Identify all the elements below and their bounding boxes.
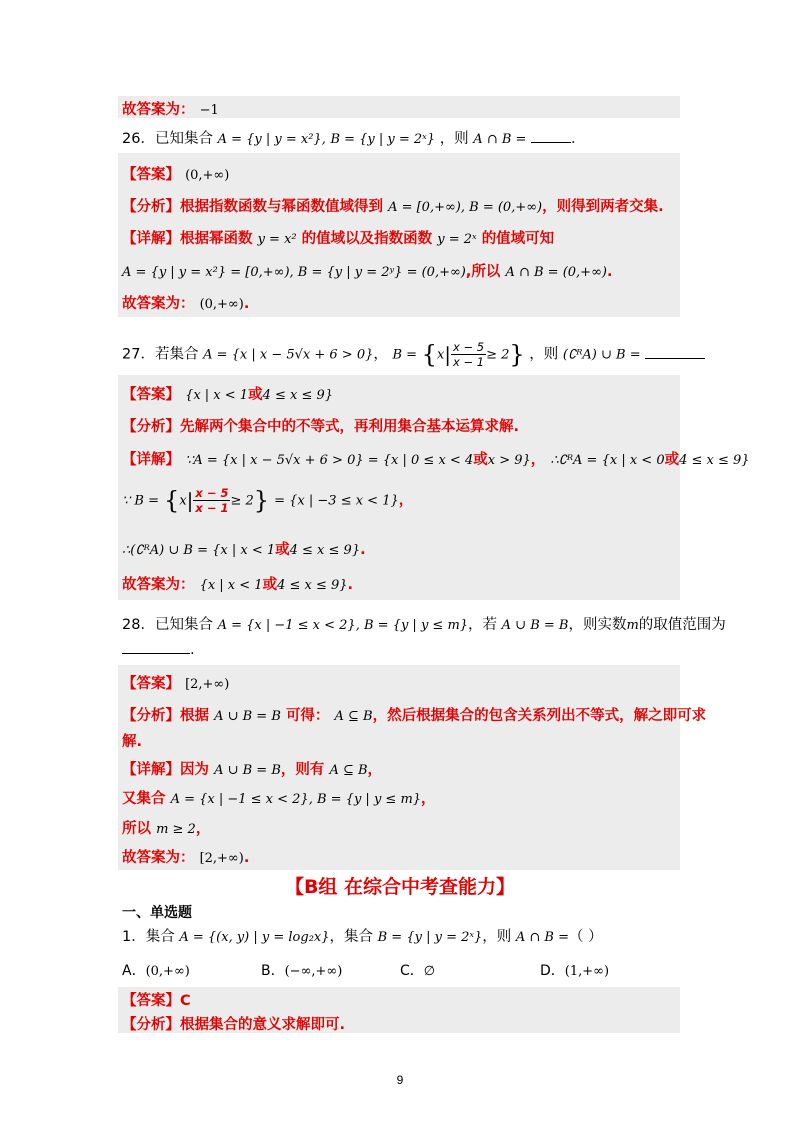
q26-stem: 26．已知集合 A = {y | y = x²}, B = {y | y = 2ˣ} ，则 A ∩ B = ． xyxy=(122,131,586,147)
answer-label: 【答案】 xyxy=(122,387,180,403)
q26-detail-so: ,所以 xyxy=(465,264,501,280)
option-d[interactable] xyxy=(540,960,609,980)
q26-analysis-line xyxy=(122,195,664,216)
q27-d2c: ， xyxy=(398,492,414,509)
q27-d1d: ∴∁ᴿA = {x | x < 0 xyxy=(550,453,665,468)
q27-answer-a: {x | x < 1 xyxy=(185,388,249,403)
q28-sets: A = {x | −1 ≤ x < 2}, B = {y | y ≤ m} xyxy=(217,618,469,633)
q27-d2-fraction xyxy=(193,486,230,515)
answer-label: 【答案】 xyxy=(122,676,180,692)
q26-final-value: (0,+∞) xyxy=(199,297,244,312)
q26-detail-f2: y = 2ˣ xyxy=(437,232,477,247)
q27-final-or: 或 xyxy=(262,577,278,593)
q27-d2-geq: ≥ 2 xyxy=(230,493,254,509)
q27-d1f: 4 ≤ x ≤ 9} xyxy=(679,453,750,468)
q28-stem-text: 28．已知集合 xyxy=(122,617,213,633)
q26-answer-value: (0,+∞) xyxy=(185,168,230,183)
q28-answer-value: [2,+∞) xyxy=(185,677,230,692)
section-title: 一、单选题 xyxy=(122,905,192,921)
q28-final-end: . xyxy=(243,850,250,866)
q27-frac-num: x − 5 xyxy=(453,340,485,354)
q26-detail-result: A ∩ B = (0,+∞) xyxy=(505,265,607,280)
q26-detail-f1: y = x² xyxy=(257,232,297,247)
q26-answer-line xyxy=(122,163,229,184)
option-letter: A． xyxy=(122,963,146,979)
q28-analysis-line2 xyxy=(122,730,142,751)
q28-detail-c: ， xyxy=(367,762,383,778)
q27-set-b-fraction xyxy=(451,340,486,369)
final-answer-value: −1 xyxy=(199,103,219,118)
b1-expr: A ∩ B = xyxy=(515,930,569,945)
q28-d3a: 所以 xyxy=(122,821,151,837)
q27-final-line xyxy=(122,573,353,594)
q28-detail-f2: A ⊆ B xyxy=(329,763,368,778)
answer-label: 【答案】 xyxy=(122,993,180,1009)
analysis-label: 【分析】 xyxy=(122,708,180,724)
q28-d3f: m ≥ 2 xyxy=(156,822,196,837)
q28-end: . xyxy=(190,642,195,658)
analysis-label: 【分析】 xyxy=(122,1017,180,1033)
q27-d3-or: 或 xyxy=(275,542,290,558)
q27-d1-or2: 或 xyxy=(664,452,680,468)
q28-answer-blank xyxy=(122,653,190,654)
q26-stem-text: 26．已知集合 xyxy=(122,131,213,147)
top-answer-line xyxy=(122,98,219,119)
q28-detail-line1 xyxy=(122,758,382,779)
q26-detail-text1: 根据幂函数 xyxy=(180,231,253,247)
b1-analysis-line xyxy=(122,1013,345,1034)
q27-analysis-text: 先解两个集合中的不等式，再利用集合基本运算求解. xyxy=(180,419,520,435)
q28-analysis-c: ，然后根据集合的包含关系列出不等式，解之即可求 xyxy=(372,708,707,724)
b1-then: ，则 xyxy=(482,929,512,945)
q27-geq: ≥ 2 xyxy=(486,347,510,363)
q27-d3b: 4 ≤ x ≤ 9} xyxy=(289,543,361,558)
q26-detail-text3: 的值域可知 xyxy=(481,231,555,247)
q28-cond-pre: ，若 xyxy=(468,617,498,633)
answer-label: 【答案】 xyxy=(122,167,180,183)
q28-var: m xyxy=(626,618,639,633)
option-value: (1,+∞) xyxy=(564,964,610,979)
q26-set-b: B = {y | y = 2ˣ} xyxy=(330,132,436,147)
page-number: 9 xyxy=(396,1073,404,1087)
q27-detail-line3 xyxy=(122,538,366,559)
q27-d2a: ∵ B = xyxy=(122,493,159,509)
option-value: (0,+∞) xyxy=(145,964,190,979)
option-value: (−∞,+∞) xyxy=(284,964,343,979)
q28-stem xyxy=(122,613,726,634)
b1-analysis-text: 根据集合的意义求解即可. xyxy=(180,1017,346,1033)
q26-end: ． xyxy=(571,131,586,147)
q27-expr: (∁ᴿA) ∪ B = xyxy=(562,347,641,363)
detail-label: 【详解】 xyxy=(122,231,180,247)
b1-mid: ，集合 xyxy=(329,929,374,945)
q27-detail-line1 xyxy=(122,448,750,469)
q27-set-b-label: B = xyxy=(392,347,418,363)
q27-final-b: 4 ≤ x ≤ 9} xyxy=(277,578,348,593)
option-c[interactable] xyxy=(400,960,435,980)
option-b[interactable] xyxy=(261,960,342,980)
q28-d2a: 又集合 xyxy=(122,791,166,807)
q27-d3a: ∴(∁ᴿA) ∪ B = {x | x < 1 xyxy=(122,543,276,558)
q28-cond-post: ，则实数 xyxy=(568,617,627,633)
q28-analysis-d: 解. xyxy=(122,734,143,750)
final-answer-label: 故答案为： xyxy=(122,102,195,118)
q27-d1c: ， xyxy=(530,452,546,468)
b1-stem xyxy=(122,925,603,946)
q28-analysis-f2: A ⊆ B xyxy=(334,709,373,724)
q28-d2f: A = {x | −1 ≤ x < 2}, B = {y | y ≤ m} xyxy=(170,792,422,807)
q27-answer-b: 4 ≤ x ≤ 9} xyxy=(262,388,334,403)
detail-label: 【详解】 xyxy=(122,762,180,778)
b1-paren: （ ） xyxy=(569,929,603,945)
q27-stem-text: 27．若集合 xyxy=(122,346,199,363)
analysis-label: 【分析】 xyxy=(122,419,180,435)
final-answer-label: 故答案为： xyxy=(122,850,195,866)
q28-analysis-b: 可得： xyxy=(285,708,330,724)
q27-d1a: ∵A = {x | x − 5√x + 6 > 0} = {x | 0 ≤ x < 4 xyxy=(185,453,474,468)
b1-set-a: A = {(x, y) | y = log₂x} xyxy=(179,930,330,945)
q26-detail-line xyxy=(122,227,554,248)
q28-d2c: ， xyxy=(421,791,436,807)
q28-detail-a: 因为 xyxy=(180,762,209,778)
q28-analysis-a: 根据 xyxy=(180,708,209,724)
q28-answer-line xyxy=(122,672,229,693)
b1-set-b: B = {y | y = 2ˣ} xyxy=(377,930,483,945)
q28-detail-b: ，则有 xyxy=(280,762,325,778)
q26-set-a: A = {y | y = x²} xyxy=(217,132,322,147)
q27-answer-line xyxy=(122,383,333,404)
q26-analysis-text: 根据指数函数与幂函数值域得到 xyxy=(180,199,383,215)
b1-answer-line xyxy=(122,989,191,1010)
q28-d3c: ， xyxy=(195,821,211,837)
q28-final-value: [2,+∞) xyxy=(199,851,244,866)
q28-final-line xyxy=(122,846,249,867)
q27-d2-frac-den: x − 1 xyxy=(195,501,229,515)
option-value: ∅ xyxy=(423,964,436,979)
b1-answer-value: C xyxy=(180,993,191,1009)
option-letter: C． xyxy=(400,963,424,979)
q27-then: ，则 xyxy=(529,346,559,363)
q26-final-line: 故答案为： (0,+∞). xyxy=(122,296,250,312)
q26-detail-sets: A = {y | y = x²} = [0,+∞), B = {y | y = 2ʸ} = (0,+∞) xyxy=(122,265,466,280)
q27-stem: 27．若集合 A = {x | x − 5√x + 6 > 0}， B = {x| $\frac{x - 5}{x - 1}$ ≥ 2} ，则 (∁ᴿA) ∪ B = xyxy=(122,340,705,369)
q27-final-a: {x | x < 1 xyxy=(199,578,263,593)
q26-detail-text2: 的值域以及指数函数 xyxy=(301,231,433,247)
option-a[interactable] xyxy=(122,960,190,980)
q28-blank-line xyxy=(122,642,195,658)
b1-stem-text: 1．集合 xyxy=(122,929,175,945)
q28-detail-f1: A ∪ B = B xyxy=(214,763,281,778)
q26-answer-blank xyxy=(531,142,571,143)
q28-tail: 的取值范围为 xyxy=(638,617,726,633)
q26-analysis-tail: ，则得到两者交集. xyxy=(542,199,664,215)
q28-analysis-line xyxy=(122,704,706,725)
q27-comma: ， xyxy=(373,346,388,363)
final-answer-label: 故答案为： xyxy=(122,577,195,593)
q26-expr: A ∩ B = xyxy=(473,132,527,147)
analysis-label: 【分析】 xyxy=(122,199,180,215)
option-letter: D． xyxy=(540,963,565,979)
q27-set-a: A = {x | x − 5√x + 6 > 0} xyxy=(203,347,374,363)
q28-detail-line2 xyxy=(122,787,436,808)
option-letter: B． xyxy=(261,963,285,979)
q27-d1b: x > 9} xyxy=(487,453,531,468)
q26-analysis-sets: A = [0,+∞), B = (0,+∞) xyxy=(388,200,543,215)
q27-analysis-line xyxy=(122,415,519,436)
q27-frac-den: x − 1 xyxy=(453,355,485,369)
q27-final-end: . xyxy=(347,577,354,593)
q26-detail-line2: A = {y | y = x²} = [0,+∞), B = {y | y = 2ʸ} = (0,+∞),所以 A ∩ B = (0,+∞). xyxy=(122,264,613,280)
q26-then: ，则 xyxy=(439,131,469,147)
q27-d1-or: 或 xyxy=(473,452,488,468)
group-b-heading: 【B组 在综合中考查能力】 xyxy=(284,876,516,898)
q27-answer-or: 或 xyxy=(248,387,263,403)
q27-d2b: = {x | −3 ≤ x < 1} xyxy=(274,493,399,509)
final-answer-label: 故答案为： xyxy=(122,296,195,312)
q28-cond: A ∪ B = B xyxy=(501,618,569,633)
q27-detail-line2: ∵ B = {x| $\frac{x - 5}{x - 1}$ ≥ 2} = {x | −3 ≤ x < 1}， xyxy=(122,486,414,515)
q28-analysis-f1: A ∪ B = B xyxy=(214,709,281,724)
detail-label: 【详解】 xyxy=(122,452,180,468)
q28-detail-line3 xyxy=(122,817,210,838)
q27-d3c: . xyxy=(360,542,366,558)
q27-d2-frac-num: x − 5 xyxy=(195,486,229,500)
q27-answer-blank xyxy=(645,358,705,359)
